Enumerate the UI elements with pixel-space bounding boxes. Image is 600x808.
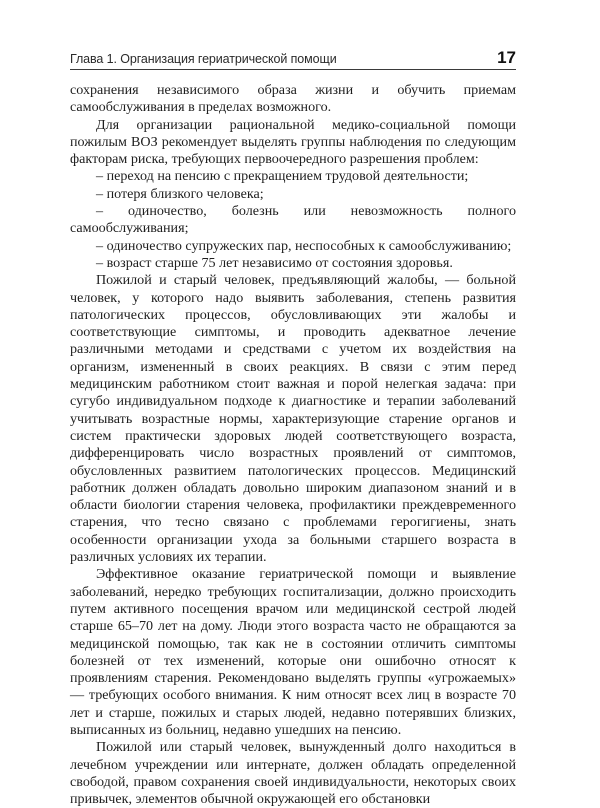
running-header [70, 46, 516, 70]
book-page [70, 46, 516, 808]
body-text [70, 82, 516, 808]
paragraph-elderly-patient: Пожилой и старый человек, предъявляющий жалобы, — больной человек, у которого надо выявить заболевания, степень развития патологических процессов, обусловливающих эти жалобы и соответствующие симптомы, и проводить адекватное лечение различными методами и средствами с учетом их воздействия на организм, измененный в своих реакциях. В связи с этим перед медицинским работником стоит важная и порой нелегкая задача: при сугубо индивидуальном подходе к диагностике и терапии заболеваний учитывать возрастные нормы, характеризующие старение органов и систем практически здоровых людей соответствующего возраста, дифференцировать число возрастных проявлений от симптомов, обусловленных развитием патологических процессов. Медицинский работник должен обладать довольно широким диапазоном знаний и в области биологии старения человека, профилактики преждевременного старения, что тесно связано с проблемами герогигиены, знать особенности организации ухода за больными старшего возраста в различных условиях их терапии. [70, 272, 516, 566]
paragraph-institution: Пожилой или старый человек, вынужденный долго находиться в лечебном учреждении или интернате, должен обладать определенной свободой, правом сохранения своей индивидуальности, некоторых своих привычек, элементов обычной окружающей его обстановки [70, 739, 516, 808]
chapter-title: Глава 1. Организация гериатрической помощи [70, 52, 337, 66]
list-item: – потеря близкого человека; [96, 185, 264, 202]
list-item: – возраст старше 75 лет независимо от состояния здоровья. [96, 254, 453, 271]
paragraph-continuation: сохранения независимого образа жизни и обучить приемам самообслуживания в пределах возможного. [70, 82, 516, 116]
risk-factor-list [70, 168, 516, 272]
paragraph-effective-care: Эффективное оказание гериатрической помощи и выявление заболеваний, нередко требующих госпитализации, должно происходить путем активного посещения врачом или медицинской сестрой людей старше 65–70 лет на дому. Люди этого возраста часто не обращаются за медицинской помощью, так как не в состоянии отличить симптомы болезней от тех изменений, которые они ошибочно относят к проявлениям старения. Рекомендовано выделять группы «угрожаемых» — требующих особого внимания. К ним относят всех лиц в возрасте 70 лет и старше, пожилых и старых людей, недавно потерявших близких, выписанных из больниц, недавно ушедших на пенсию. [70, 566, 516, 738]
list-item: – одиночество супружеских пар, неспособных к самообслуживанию; [96, 237, 512, 254]
list-item: – одиночество, болезнь или невозможность полного самообслуживания; [70, 203, 516, 237]
page-number: 17 [497, 48, 516, 67]
paragraph-who-intro: Для организации рациональной медико-социальной помощи пожилым ВОЗ рекомендует выделять группы наблюдения по следующим факторам риска, требующих первоочередного разрешения проблем: [70, 116, 516, 168]
list-item: – переход на пенсию с прекращением трудовой деятельности; [96, 168, 469, 185]
